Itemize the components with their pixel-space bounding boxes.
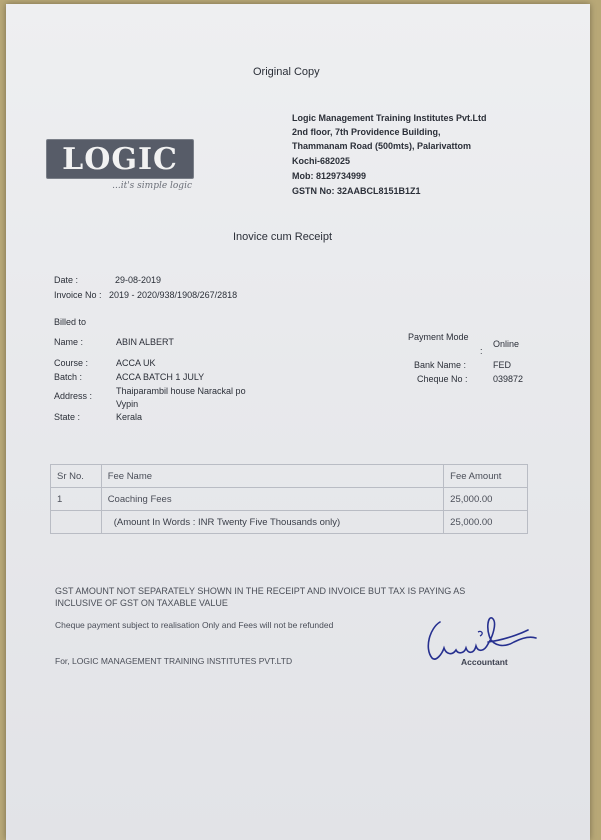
payment-mode-label: Payment Mode [408,332,469,342]
state-value: Kerala [116,412,143,422]
payment-mode-colon: : [480,346,483,356]
cheque-no-label: Cheque No : [417,374,468,384]
company-address-line1: 2nd floor, 7th Providence Building, [292,127,441,137]
company-address-line2: Thammanam Road (500mts), Palarivattom [292,141,472,151]
company-logo [46,139,194,179]
address-label: Address : [54,391,93,401]
table-row [51,488,528,511]
logo-tagline: ...it's simple logic [112,181,192,191]
course-label: Course : [54,358,89,368]
logo-text: LOGIC [62,142,178,177]
billed-to-heading: Billed to [54,317,87,327]
name-value: ABIN ALBERT [116,337,174,347]
row-fee-amount: 25,000.00 [444,488,528,511]
address-line2: Vypin [116,399,139,409]
row-sr-no: 1 [51,488,102,511]
fee-table [50,464,528,534]
bank-name-value: FED [493,360,511,370]
payment-mode-value: Online [493,339,520,349]
cheque-no-value: 039872 [493,374,524,384]
for-company-line: For, LOGIC MANAGEMENT TRAINING INSTITUTES PVT.LTD [55,656,293,666]
cheque-note: Cheque payment subject to realisation Only and Fees will not be refunded [55,620,334,630]
company-name: Logic Management Training Institutes Pvt.Ltd [292,113,487,123]
header-fee-name: Fee Name [101,465,443,488]
batch-label: Batch : [54,372,83,382]
address-line1: Thaiparambil house Narackal po [116,386,246,396]
company-mobile: Mob: 8129734999 [292,171,367,181]
date-value: 29-08-2019 [115,275,162,285]
copy-label: Original Copy [253,66,320,78]
company-gstn: GSTN No: 32AABCL8151B1Z1 [292,186,421,196]
gst-note-line1: GST AMOUNT NOT SEPARATELY SHOWN IN THE RECEIPT AND INVOICE BUT TAX IS PAYING AS [55,586,466,596]
state-label: State : [54,412,81,422]
invoice-label: Invoice No : [54,290,102,300]
document-title: Inovice cum Receipt [233,231,333,243]
date-label: Date : [54,275,79,285]
signatory-label: Accountant [461,657,508,667]
invoice-value: 2019 - 2020/938/1908/267/2818 [109,290,238,300]
row-fee-name: Coaching Fees [101,488,443,511]
company-address-line3: Kochi-682025 [292,156,351,166]
total-amount: 25,000.00 [444,511,528,534]
batch-value: ACCA BATCH 1 JULY [116,372,205,382]
total-row-empty-cell [51,511,102,534]
header-fee-amount: Fee Amount [444,465,528,488]
course-value: ACCA UK [116,358,156,368]
gst-note-line2: INCLUSIVE OF GST ON TAXABLE VALUE [55,598,228,608]
bank-name-label: Bank Name : [414,360,467,370]
amount-in-words: (Amount In Words : INR Twenty Five Thousands only) [101,511,443,534]
table-total-row [51,511,528,534]
table-header-row [51,465,528,488]
name-label: Name : [54,337,84,347]
header-sr-no: Sr No. [51,465,102,488]
